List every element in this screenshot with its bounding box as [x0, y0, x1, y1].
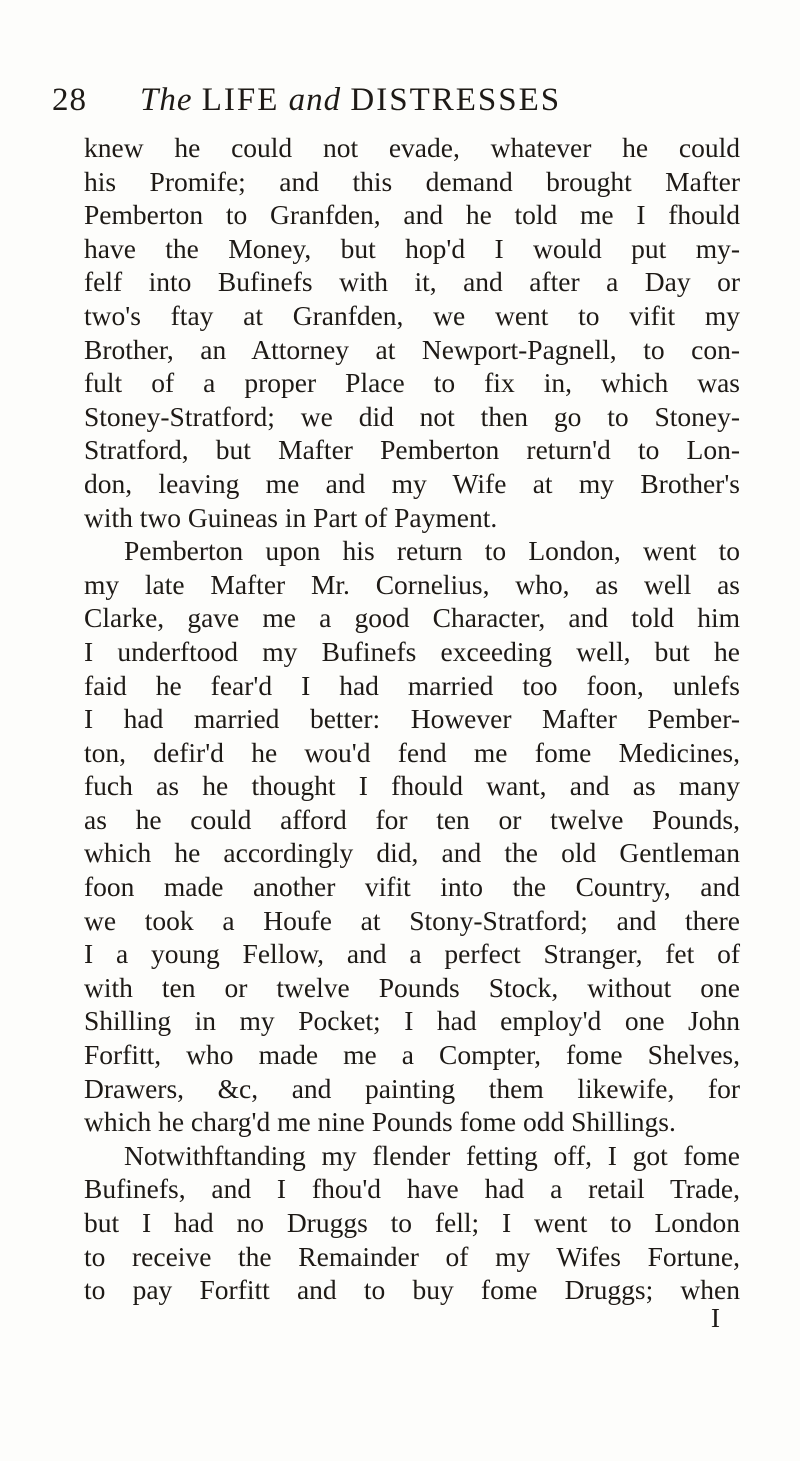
- text-line: his Promife; and this demand brought Mafter: [84, 165, 740, 197]
- text-line: fult of a proper Place to fix in, which was: [84, 367, 740, 399]
- text-line: but I had no Druggs to fell; I went to London: [84, 1207, 740, 1238]
- text-line: Drawers, &c, and painting them likewife, for: [84, 1072, 740, 1104]
- text-line: felf into Bufinefs with it, and after a Day or: [84, 266, 740, 298]
- catchword: I: [710, 1301, 720, 1333]
- paragraph-start-line: Pemberton upon his return to London, went to: [124, 535, 740, 567]
- text-line: I underftood my Bufinefs exceeding well, but he: [84, 635, 740, 667]
- text-line: two's ftay at Granfden, we went to vifit my: [84, 299, 740, 331]
- text-line: as he could afford for ten or twelve Pounds,: [84, 803, 740, 835]
- running-head: [52, 78, 744, 122]
- running-title-life: LIFE: [201, 82, 280, 118]
- text-line: Stoney-Stratford; we did not then go to Stoney-: [84, 400, 740, 432]
- text-line: I had married better: However Mafter Pember-: [84, 703, 740, 735]
- text-line: don, leaving me and my Wife at my Brother's: [84, 467, 740, 499]
- running-title-and: and: [288, 82, 342, 118]
- text-line: Brother, an Attorney at Newport-Pagnell, to con-: [84, 333, 740, 365]
- text-line: Pemberton to Granfden, and he told me I fhould: [84, 199, 740, 231]
- text-line: fuch as he thought I fhould want, and as many: [84, 770, 740, 802]
- text-line: with ten or twelve Pounds Stock, without one: [84, 971, 740, 1003]
- text-line: Clarke, gave me a good Character, and told him: [84, 602, 740, 634]
- text-line: my late Mafter Mr. Cornelius, who, as well as: [84, 568, 740, 600]
- page-number: 28: [52, 82, 87, 118]
- text-line: I a young Fellow, and a perfect Stranger, fet of: [84, 938, 740, 970]
- text-line: to pay Forfitt and to buy fome Druggs; when: [84, 1274, 740, 1306]
- text-line: faid he fear'd I had married too foon, unlefs: [84, 669, 740, 701]
- text-line: to receive the Remainder of my Wifes Fortune,: [84, 1240, 740, 1272]
- running-title-distresses: DISTRESSES: [350, 82, 562, 118]
- running-title-the: The: [140, 82, 193, 118]
- text-line: knew he could not evade, whatever he could: [84, 132, 740, 163]
- text-line: which he charg'd me nine Pounds fome odd Shillings.: [84, 1106, 676, 1138]
- text-line: Stratford, but Mafter Pemberton return'd to Lon-: [84, 434, 740, 466]
- text-line: ton, defir'd he wou'd fend me fome Medicines,: [84, 736, 740, 768]
- body-text: [84, 131, 740, 1391]
- text-line: Forfitt, who made me a Compter, fome Shelves,: [84, 1039, 740, 1071]
- text-line: with two Guineas in Part of Payment.: [84, 501, 498, 533]
- text-line: have the Money, but hop'd I would put my-: [84, 232, 740, 264]
- running-title: [140, 78, 561, 122]
- text-line: which he accordingly did, and the old Gentleman: [84, 837, 740, 869]
- paragraph-start-line: Notwithftanding my flender fetting off, I got fome: [124, 1139, 740, 1171]
- text-line: Bufinefs, and I fhou'd have had a retail Trade,: [84, 1173, 740, 1205]
- text-line: we took a Houfe at Stony-Stratford; and there: [84, 904, 740, 936]
- text-line: foon made another vifit into the Country, and: [84, 871, 740, 903]
- text-line: Shilling in my Pocket; I had employ'd one John: [84, 1005, 740, 1037]
